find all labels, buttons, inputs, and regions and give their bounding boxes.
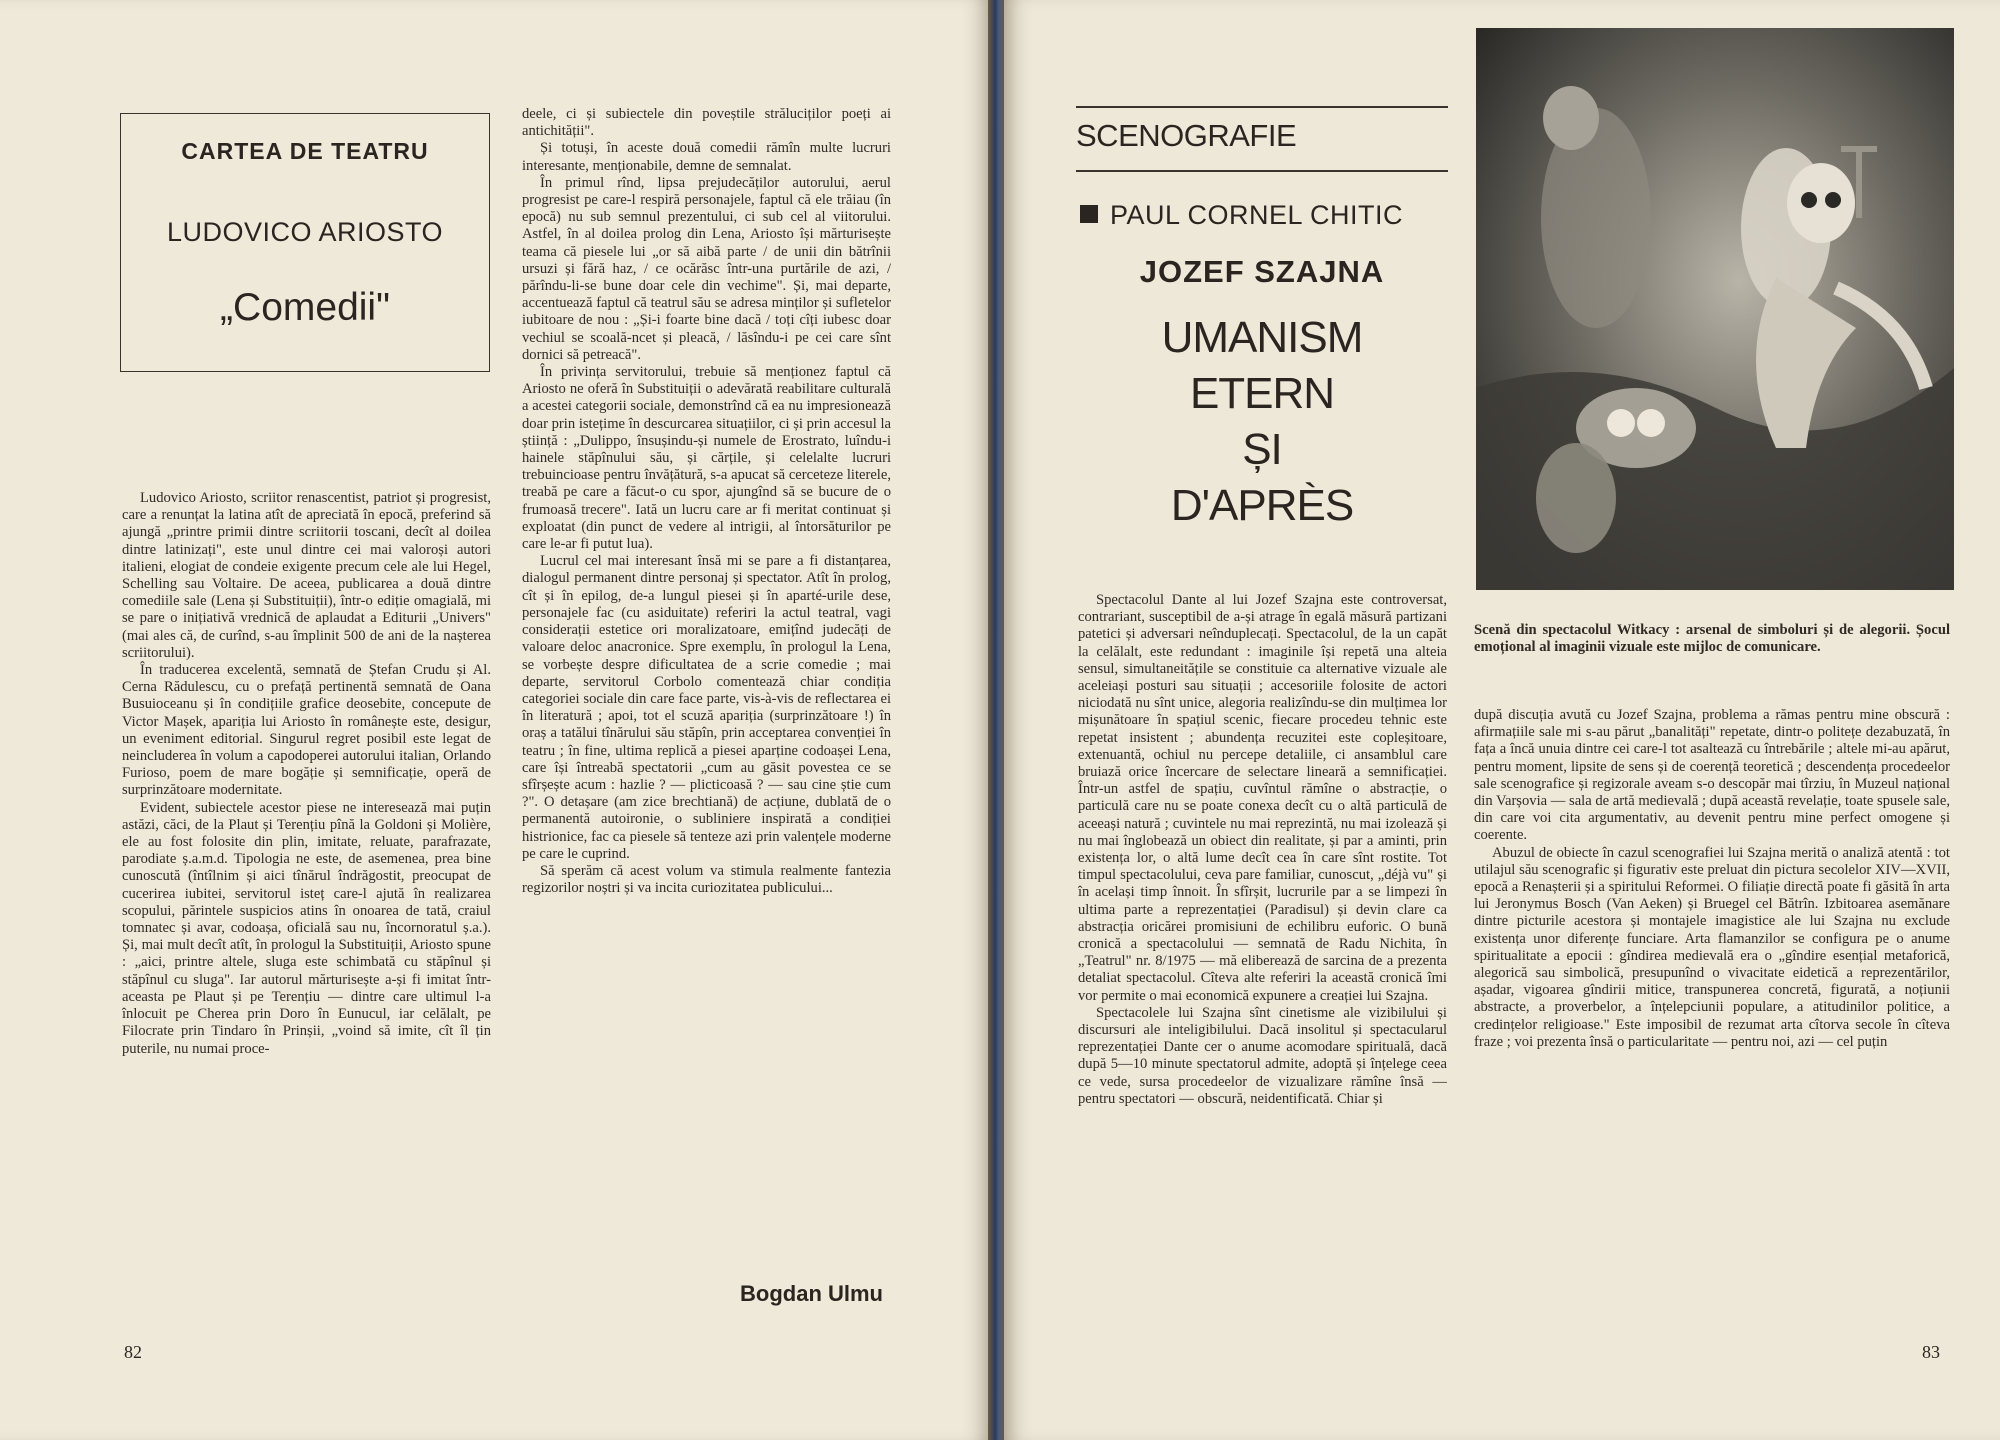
- article-subject: JOZEF SZAJNA: [1139, 254, 1385, 289]
- book-review-box: [120, 113, 490, 372]
- paragraph: În traducerea excelentă, semnată de Ștefan Crudu și Al. Cerna Rădulescu, cu o prefață pertinentă semnată de Oana Busuioceanu și în condițiile grafice deosebite, concepute de Victor Mașek, apariția lui Ariosto în românește este, desigur, un eveniment editorial. Singurul regret posibil este legat de neincluderea în volum a capodoperei autorului italian, Orlando Furioso, poem de mare bogăție și semnificație, operă de surprinzătoare modernitate.: [122, 662, 491, 799]
- left-page: [0, 0, 990, 1440]
- page-number: 82: [124, 1342, 142, 1362]
- page-number: 83: [1922, 1342, 1940, 1362]
- square-bullet-icon: [1080, 205, 1098, 223]
- stage-photo: [1476, 28, 1954, 590]
- author-signature: Bogdan Ulmu: [740, 1281, 883, 1306]
- paragraph: În primul rînd, lipsa prejudecăților autorului, aerul progresist pe care-l respiră personajele, faptul că ele trăiau (în epocă) nu sub semnul prezentului, ci sub cel al viitorului. Astfel, în al doilea prolog din Lena, Ariosto își mărturisește teama că piesele lui „or să aibă parte / de unii din bătrînii ursuzi și fără haz, / ce ocărăsc într-una purtările de azi, / părîndu-li-se bune doar cele din vechime". Și, mai departe, accentuează faptul că teatrul său se adresa minților și sufletelor iubitoare de nou : „Și-i foarte bine dacă / toți cîți iubesc doar vechiul se scoală-ncet și pleacă, / lăsîndu-i pe cei care sînt dornici să petreacă".: [522, 174, 891, 363]
- paragraph: Abuzul de obiecte în cazul scenografiei lui Szajna merită o analiză atentă : tot utilajul său scenografic și figurativ este preluat din pictura secolelor XIV—XVII, epocă a Renașterii și a spiritului Reformei. O filiație directă poate fi găsită în arta lui Jeronymus Bosch (Van Aeken) și Bruegel cel Bătrîn. Izbitoarea asemănare dintre picturile acestora și montajele imagistice ale lui Szajna nu exclude existența unor diferențe funciare. Arta flamanzilor se configura pe o anume spiritualitate a epocii : gîndirea medievală era o „gîndire esențial metaforică, alegorică sau simbolică, presupunînd o vivacitate eidetică a reprezentărilor, așadar, vigoarea gîndirii mitice, transpunerea concretă, figurată, a noțiunii abstracte, a proverbelor, a înțelepciunii populare, a atitudinilor politice, a credințelor religioase." Este imposibil de rezumat arta cîtorva secole în cîteva fraze ; voi prezenta însă o particularitate — pentru noi, azi — cel puțin: [1474, 844, 1950, 1050]
- paragraph: Ludovico Ariosto, scriitor renascentist, patriot și progresist, care a renunțat la latina atît de apreciată în epocă, preferind să ajungă „printre primii dintre scriitorii toscani, decît al doilea dintre latinizați", este unul dintre cei mai valoroși autori italieni, elogiat de condeie exigente precum cele ale lui Hegel, Schelling sau Voltaire. De aceea, publicarea a două dintre comediile sale (Lena și Substituiții), într-o ediție omagială, mi se pare o inițiativă vrednică de aplaudat a Editurii „Univers" (mai ales că, de curînd, s-au împlinit 500 de ani de la nașterea scriitorului).: [122, 490, 491, 661]
- stage-photo-illustration: [1476, 28, 1954, 590]
- rule-top: [1076, 106, 1448, 108]
- photo-caption: Scenă din spectacolul Witkacy : arsenal de simboluri și de alegorii. Șocul emoțional al imaginii vizuale este mijloc de comunicare.: [1474, 622, 1950, 656]
- section-title: SCENOGRAFIE: [1076, 118, 1297, 153]
- book-title: „Comedii": [220, 286, 390, 329]
- rule-bottom: [1076, 170, 1448, 172]
- title-line: D'APRÈS: [1170, 481, 1354, 530]
- article-title: [1076, 310, 1448, 534]
- paragraph: după discuția avută cu Jozef Szajna, problema a rămas pentru mine obscură : afirmațiile sale mi s-au părut „banalități" repetate, dintr-o politețe dezabuzată, în fața a încă unuia dintre cei care-l tot asaltează cu întrebările ; altele mi-au apărut, pentru moment, lipsite de sens și de coerență teoretică ; descendența procedeelor sale scenografice și regizorale aveam s-o descopăr mai tîrziu, în Muzeul național din Varșovia — sala de artă medievală ; după această revelație, toate spusele sale, din care voi cita argumentativ, au devenit pentru mine perfect omogene și coerente.: [1474, 707, 1950, 844]
- paragraph: În privința servitorului, trebuie să menționez faptul că Ariosto ne oferă în Substituiții o adevărată reabilitare culturală a acestei categorii sociale, demonstrînd că ea nu impresionează doar prin istețime în descurcarea situațiilor, ci și prin accesul la știință : „Dulippo, însușindu-și numele de Erostrato, luîndu-i hainele stăpînului său, și cărțile, și celelalte lucruri trebuincioase pentru învățătură, s-a apucat să cerceteze literele, treabă pe care a făcut-o cu spor, ajungînd să se bucure de o frumoasă trecere". Iată un lucru care ar fi meritat continuat și exploatat (din punct de vedere al intrigii, al întorsăturilor pe care le-ar fi putut lua).: [522, 364, 891, 553]
- left-column-2: [522, 106, 891, 1230]
- title-line: UMANISM: [1161, 313, 1363, 362]
- byline: [1080, 200, 1403, 231]
- left-column-1: [122, 490, 491, 1295]
- title-line: ETERN: [1189, 369, 1335, 418]
- paragraph: deele, ci și subiectele din poveștile străluciților poeți ai antichității".: [522, 106, 891, 140]
- title-line: ȘI: [1242, 425, 1282, 474]
- right-column-1: [1078, 592, 1447, 1324]
- paragraph: Și totuși, în aceste două comedii rămîn multe lucruri interesante, menționabile, demne de semnalat.: [522, 140, 891, 174]
- paragraph: Lucrul cel mai interesant însă mi se pare a fi distanțarea, dialogul permanent dintre personaj și spectator. Atît în prolog, cît și în epilog, de-a lungul piesei și în aparté-urile dese, personajele fac (cu asiduitate) referiri la actul teatral, vagi considerații estetice ori moralizatoare, emițînd judecăți de valoare deloc anacronice. Spre exemplu, în prologul la Lena, se vorbește despre dificultatea de a scrie comedie ; mai departe, servitorul Corbolo comentează chiar condiția categoriei sociale din care face parte, vis-à-vis de reflectarea ei în literatură ; apoi, tot el scuză apariția (surprinzătoare !) în oraș a tatălui tînărului său stăpîn, prin acceptarea convenției în teatru ; în fine, ultima replică a piesei aparține codoașei Lena, care își întreabă spectatorii „cum au găsit povestea ce se sfîrșește acum : hazlie ? — plicticoasă ? — sau cine știe cum ?". O detașare (am zice brechtiană) de acțiune, dublată de o permanentă autoironie, o subliniere inspirată a condiției histrionice, fac ca piesele să tenteze azi prin valențele moderne pe care le cuprind.: [522, 553, 891, 862]
- section-label: CARTEA DE TEATRU: [181, 138, 429, 164]
- author-name: LUDOVICO ARIOSTO: [166, 217, 444, 247]
- paragraph: Să sperăm că acest volum va stimula realmente fantezia regizorilor noștri și va incita curiozitatea publicului...: [522, 862, 891, 897]
- paragraph: Spectacolele lui Szajna sînt cinetisme ale vizibilului și discursuri ale inteligibilului. Dacă insolitul și spectacularul reprezentației Dante cer o anume acomodare spirituală, dacă după 5—10 minute spectatorul admite, adoptă și înțelege ceea ce vede, sursa procedeelor de vizualizare rămîne însă — pentru spectatori — obscură, neidentificată. Chiar și: [1078, 1004, 1447, 1107]
- paragraph: Evident, subiectele acestor piese ne interesează mai puțin astăzi, căci, de la Plaut și Terențiu pînă la Goldoni și Molière, ele au fost folosite din plin, imitate, reluate, parafrazate, parodiate ș.a.m.d. Tipologia ne este, de asemenea, prea bine cunoscută (întîlnim și aici tînărul îndrăgostit, preocupat de cucerirea iubitei, servitorul isteț care-l ajută în realizarea scopului, părintele suspicios atins în onoarea de tată, craiul tomnatec și avar, codoașa, oficială sau nu, încornoratul ș.a.). Și, mai mult decît atît, în prologul la Substituiții, Ariosto spune : „aici, printre altele, sluga este schimbată cu stăpînul și stăpînul cu sluga". Iar autorul mărturisește a-și fi imitat într-aceasta pe Plaut și pe Terențiu — dintre care ultimul l-a înlocuit pe Cherea prin Doro în Eunucul, iar celălalt, pe Filocrate prin Tindaro în Prinșii, „voind să imite, cît îl țin puterile, nu numai proce-: [122, 799, 491, 1057]
- byline-author: PAUL CORNEL CHITIC: [1110, 200, 1404, 230]
- right-page: [1004, 0, 2000, 1440]
- right-column-2: [1474, 707, 1950, 1324]
- paragraph: Spectacolul Dante al lui Jozef Szajna este controversat, contrariant, susceptibil de a-și atrage în egală măsură partizani patetici și adversari neînduplecați. Spectacolul, de la un capăt la celălalt, este redundant : imaginile își repetă una alteia sensul, simultaneitățile se constituie ca alternative vizuale ale aceleiași posturi sau situații ; accesoriile folosite de actori niciodată nu sînt unice, alegoria realizîndu-se din mulțimea lor mișunătoare în spațiul scenic, fiecare procedeu tehnic este repetat insistent ; abundența recuzitei este copleșitoare, extenuantă, ochiul nu percepe detaliile, ci ansamblul care bruiază orice încercare de selectare lineară a semnificației. Într-un astfel de spațiu, cuvîntul rămîne o abstracție, o particulă care nu se poate conexa decît cu o altă particulă de aceeași natură ; cuvintele nu mai reprezintă, nu mai izolează și nu mai înglobează un obiect din realitate, și par a aminti, prin existența lor, o altă lume decît cea în care sînt rostite. Tot timpul spectacolului, ceva pare familiar, cunoscut, „déjà vu" și în același timp înnoit. În sfîrșit, lucrurile par a se limpezi în ultima parte a reprezentației (Paradisul) și devin clare ca abstracția oricărei promisiuni de echilibru euforic. O bună cronică a spectacolului — semnată de Radu Nichita, în „Teatrul" nr. 8/1975 — mă eliberează de sarcina de a prezenta detaliat spectacolul. Cîteva alte referiri la această cronică îmi vor permite o mai economică expunere a creației lui Szajna.: [1078, 592, 1447, 1004]
